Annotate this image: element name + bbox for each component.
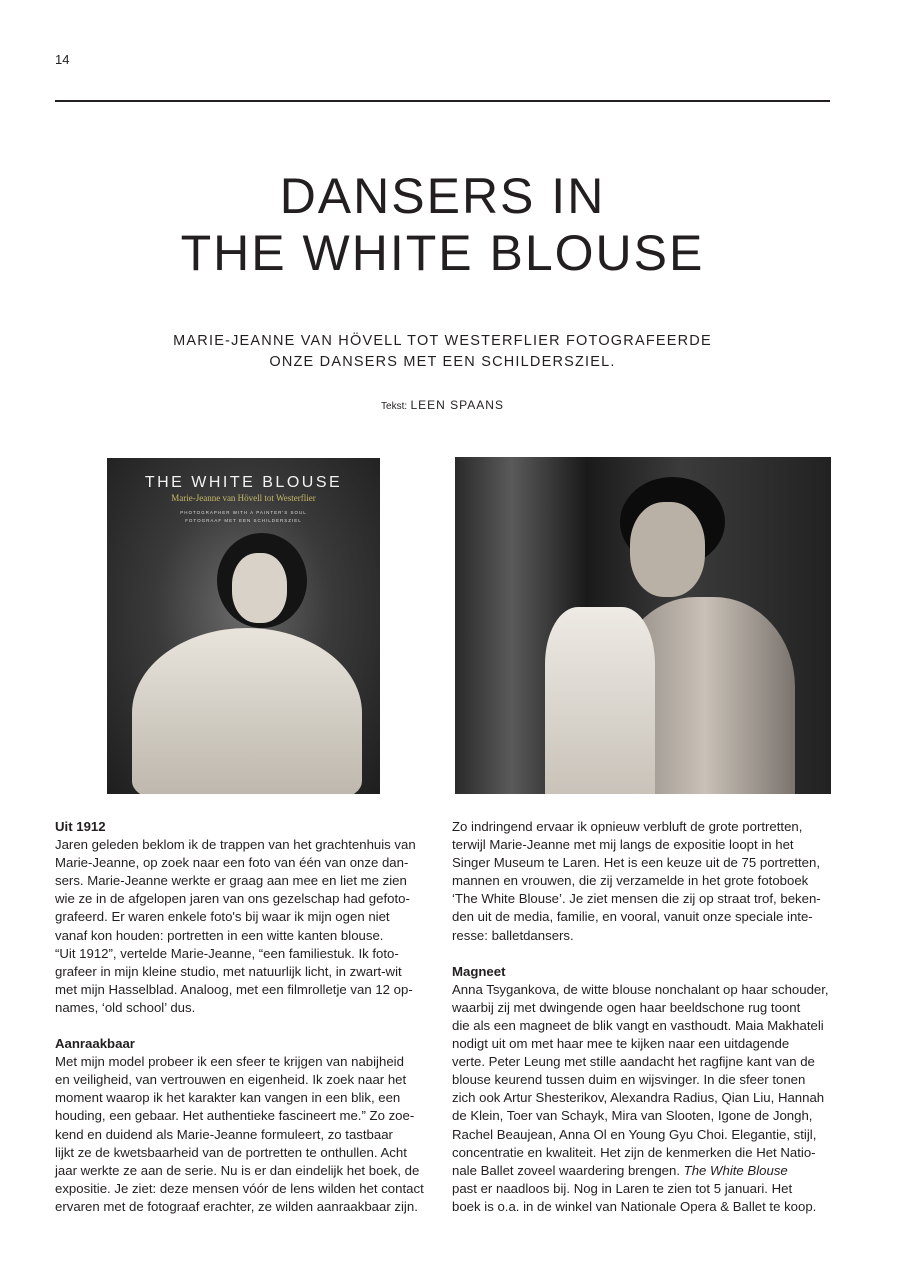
subtitle-line: MARIE-JEANNE VAN HÖVELL TOT WESTERFLIER FOTOGRAFEERDE xyxy=(173,333,712,349)
portrait-photo xyxy=(455,457,831,794)
title-line: THE WHITE BLOUSE xyxy=(180,225,705,281)
text-line: Marie-Jeanne, op zoek naar een foto van één van onze dan- xyxy=(55,855,409,871)
book-cover-image xyxy=(107,458,380,794)
text-line: nale Ballet zoveel waardering brengen. The White Blouse xyxy=(452,1162,788,1178)
text-line: concentratie en kwaliteit. Het zijn de kenmerken die Het Natio- xyxy=(452,1144,816,1160)
text-line: terwijl Marie-Jeanne met mij langs de expositie loopt in het xyxy=(452,837,794,853)
article-subtitle xyxy=(0,331,885,373)
text-line: grafeerd. Er waren enkele foto's bij waar ik mijn ogen niet xyxy=(55,909,390,925)
text-line: waarbij zij met dwingende ogen haar beeldschone rug toont xyxy=(452,999,801,1015)
text-line: vanaf kon houden: portretten in een witte kanten blouse. xyxy=(55,927,384,943)
text-line: nodigt uit om met haar mee te kijken naar een uitdagende xyxy=(452,1036,790,1052)
text-line: ervaren met de fotograaf erachter, ze wilden aanraakbaar zijn. xyxy=(55,1198,418,1214)
text-line: Anna Tsygankova, de witte blouse nonchalant op haar schouder, xyxy=(452,981,829,997)
text-line: names, ‘old school’ dus. xyxy=(55,999,196,1015)
subtitle-line: ONZE DANSERS MET EEN SCHILDERSZIEL. xyxy=(269,354,616,370)
credit-author: LEEN SPAANS xyxy=(410,398,504,412)
section-heading: Magneet xyxy=(452,963,506,979)
paragraph xyxy=(55,1053,445,1216)
text-line: resse: balletdansers. xyxy=(452,927,574,943)
right-column xyxy=(452,818,842,1216)
text-line: boek is o.a. in de winkel van Nationale Opera & Ballet te koop. xyxy=(452,1198,817,1214)
text-line: Singer Museum te Laren. Het is een keuze uit de 75 portretten, xyxy=(452,855,820,871)
title-line: DANSERS IN xyxy=(279,168,606,224)
text-line: Jaren geleden beklom ik de trappen van het grachtenhuis van xyxy=(55,837,416,853)
text-line: houding, een gebaar. Het authentieke fascineert me.” Zo zoe- xyxy=(55,1108,415,1124)
text-line: den uit de media, familie, en vooral, vanuit onze speciale inte- xyxy=(452,909,813,925)
cover-title: THE WHITE BLOUSE xyxy=(144,474,343,491)
blouse xyxy=(132,628,362,794)
left-column xyxy=(55,818,445,1216)
text-line: verte. Peter Leung met stille aandacht het ragfijne kant van de xyxy=(452,1054,815,1070)
text-line: sers. Marie-Jeanne werkte er graag aan mee en liet me zien xyxy=(55,873,407,889)
section-heading: Uit 1912 xyxy=(55,819,106,834)
text-line: Rachel Beaujean, Anna Ol en Young Gyu Choi. Elegantie, stijl, xyxy=(452,1126,817,1142)
dancer-face xyxy=(232,553,287,623)
text-line: de Klein, Toer van Schayk, Mira van Slooten, Igone de Jongh, xyxy=(452,1108,813,1124)
text-line: moment waarop ik het karakter kan vangen in een blik, een xyxy=(55,1090,401,1106)
text-line: blouse keurend tussen duim en wijsvinger. In die sfeer tonen xyxy=(452,1072,806,1088)
header-rule xyxy=(55,100,830,102)
text-line: Met mijn model probeer ik een sfeer te krijgen van nabijheid xyxy=(55,1054,404,1070)
dancer-face xyxy=(630,502,705,597)
text-line: past er naadloos bij. Nog in Laren te zien tot 5 januari. Het xyxy=(452,1180,793,1196)
cover-subline: FOTOGRAAF MET EEN SCHILDERSZIEL xyxy=(185,518,302,523)
text-line: en veiligheid, van vertrouwen en eigenheid. Ik zoek naar het xyxy=(55,1072,407,1088)
cover-author: Marie-Jeanne van Hövell tot Westerflier xyxy=(171,493,316,503)
paragraph xyxy=(55,836,445,1017)
paragraph xyxy=(452,818,842,945)
article-title xyxy=(0,168,885,282)
section-heading: Aanraakbaar xyxy=(55,1036,135,1052)
text-line: grafeer in mijn kleine studio, met natuurlijk licht, in zwart-wit xyxy=(55,963,402,979)
text-line: zich ook Artur Shesterikov, Alexandra Radius, Qian Liu, Hannah xyxy=(452,1090,825,1106)
text-line: jaar werkte ze aan de serie. Nu is er dan eindelijk het boek, de xyxy=(55,1162,420,1178)
book-title-italic: The White Blouse xyxy=(683,1162,788,1178)
page-number: 14 xyxy=(55,52,70,67)
text-line: expositie. Je ziet: deze mensen vóór de lens wilden het contact xyxy=(55,1180,424,1196)
text-line: wie ze in de afgelopen jaren van ons gezelschap had gefoto- xyxy=(55,891,410,907)
text-line: mannen en vrouwen, die zij verzamelde in het grote fotoboek xyxy=(452,873,809,889)
cover-subline: PHOTOGRAPHER WITH A PAINTER'S SOUL xyxy=(180,510,307,515)
blouse xyxy=(545,607,655,794)
text-line: lijkt ze de kwetsbaarheid van de portretten te onthullen. Acht xyxy=(55,1144,407,1160)
text-line: kend en duidend als Marie-Jeanne formuleert, zo tastbaar xyxy=(55,1126,393,1142)
text-line: ‘The White Blouse’. Je ziet mensen die zij op straat trof, beken- xyxy=(452,891,821,907)
paragraph xyxy=(452,981,842,1180)
text-line: “Uit 1912”, vertelde Marie-Jeanne, “een familiestuk. Ik foto- xyxy=(55,945,399,961)
author-credit xyxy=(0,398,885,412)
credit-label: Tekst: xyxy=(381,401,408,412)
text-line: met mijn Hasselblad. Analoog, met een filmrolletje van 12 op- xyxy=(55,981,413,997)
text-line: Zo indringend ervaar ik opnieuw verbluft de grote portretten, xyxy=(452,819,803,834)
paragraph xyxy=(452,1180,842,1216)
text-line: die als een magneet de blik vangt en vasthoudt. Maia Makhateli xyxy=(452,1017,824,1033)
